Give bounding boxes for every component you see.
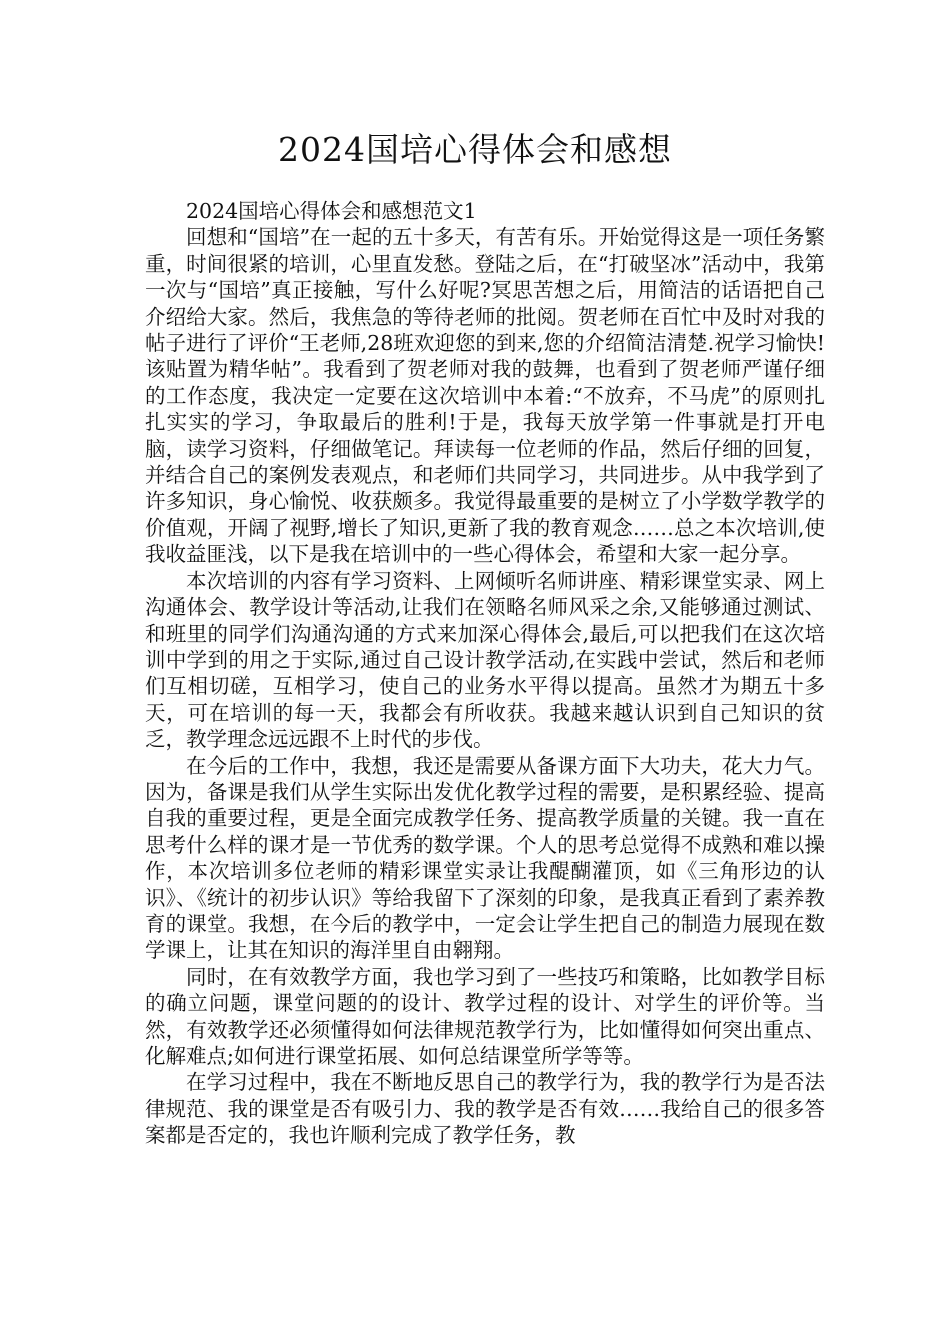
paragraph-1: 回想和“国培”在一起的五十多天，有苦有乐。开始觉得这是一项任务繁重，时间很紧的培训，心里直发愁。登陆之后，在“打破坚冰”活动中，我第一次与“国培”真正接触，写什么好呢?冥思苦想之后，用简洁的话语把自己介绍给大家。然后，我焦急的等待老师的批阅。贺老师在百忙中及时对我的帖子进行了评价“王老师,28班欢迎您的到来,您的介绍简洁清楚.祝学习愉快!该贴置为精华帖”。我看到了贺老师对我的鼓舞，也看到了贺老师严谨仔细的工作态度，我决定一定要在这次培训中本着:“不放弃，不马虎”的原则扎扎实实的学习，争取最后的胜利!于是，我每天放学第一件事就是打开电脑，读学习资料，仔细做笔记。拜读每一位老师的作品，然后仔细的回复，并结合自己的案例发表观点，和老师们共同学习，共同进步。从中我学到了许多知识，身心愉悦、收获颇多。我觉得最重要的是树立了小学数学教学的价值观，开阔了视野,增长了知识,更新了我的教育观念……总之本次培训,使我收益匪浅，以下是我在培训中的一些心得体会，希望和大家一起分享。 xyxy=(145,225,825,567)
page-title: 2024国培心得体会和感想 xyxy=(278,130,672,169)
document-body xyxy=(145,198,825,1149)
paragraph-4: 同时，在有效教学方面，我也学习到了一些技巧和策略，比如教学目标的确立问题，课堂问题的的设计、教学过程的设计、对学生的评价等。当然，有效教学还必须懂得如何法律规范教学行为，比如懂得如何突出重点、化解难点;如何进行课堂拓展、如何总结课堂所学等等。 xyxy=(145,964,825,1068)
paragraph-5: 在学习过程中，我在不断地反思自己的教学行为，我的教学行为是否法律规范、我的课堂是否有吸引力、我的教学是否有效……我给自己的很多答案都是否定的，我也许顺利完成了教学任务，教 xyxy=(145,1070,825,1148)
section-subtitle: 2024国培心得体会和感想范文1 xyxy=(186,199,477,223)
paragraph-3: 在今后的工作中，我想，我还是需要从备课方面下大功夫，花大力气。因为，备课是我们从学生实际出发优化教学过程的需要，是积累经验、提高自我的重要过程，更是全面完成教学任务、提高教学质量的关键。我一直在思考什么样的课才是一节优秀的数学课。个人的思考总觉得不成熟和难以操作，本次培训多位老师的精彩课堂实录让我醍醐灌顶，如《三角形边的认识》、《统计的初步认识》等给我留下了深刻的印象，是我真正看到了素养教育的课堂。我想，在今后的教学中，一定会让学生把自己的制造力展现在数学课上，让其在知识的海洋里自由翱翔。 xyxy=(145,753,825,963)
paragraph-2: 本次培训的内容有学习资料、上网倾听名师讲座、精彩课堂实录、网上沟通体会、教学设计等活动,让我们在领略名师风采之余,又能够通过测试、和班里的同学们沟通沟通的方式来加深心得体会,最后,可以把我们在这次培训中学到的用之于实际,通过自己设计教学活动,在实践中尝试，然后和老师们互相切磋，互相学习，使自己的业务水平得以提高。虽然才为期五十多天，可在培训的每一天，我都会有所收获。我越来越认识到自己知识的贫乏，教学理念远远跟不上时代的步伐。 xyxy=(145,568,825,752)
